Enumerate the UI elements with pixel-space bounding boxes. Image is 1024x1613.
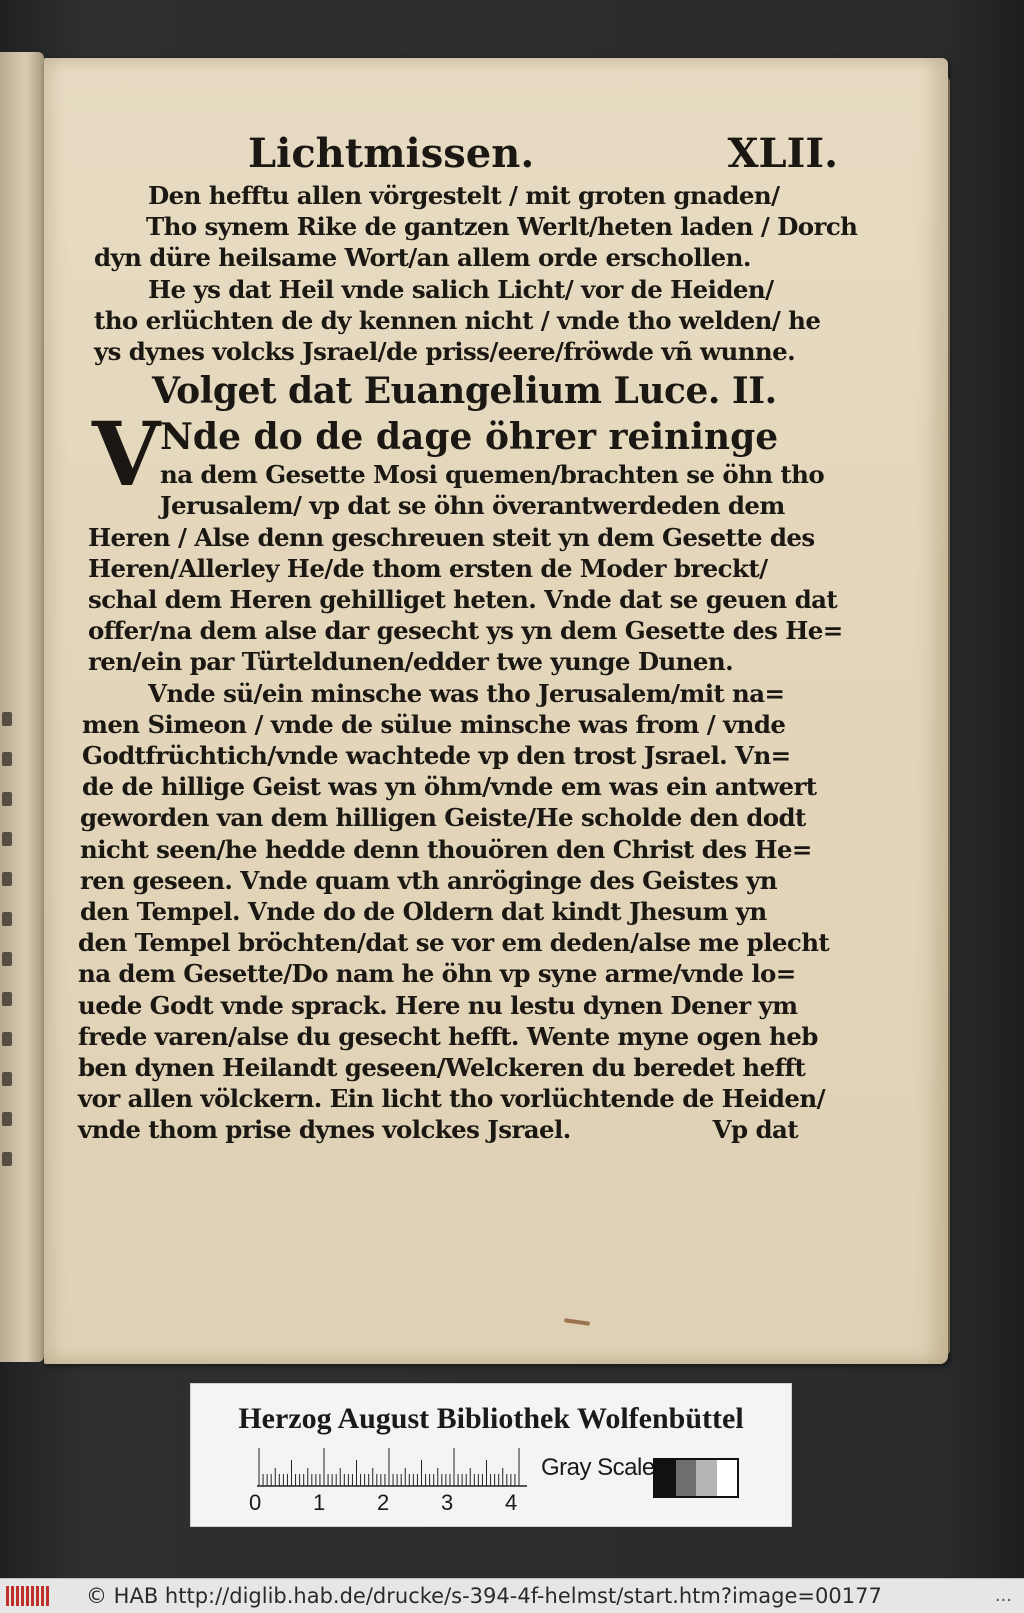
scale-ruler — [257, 1446, 527, 1488]
text-line: den Tempel. Vnde do de Oldern dat kindt Jhesum yn — [80, 897, 767, 927]
text-line: nicht seen/he hedde denn thouören den Christ des He= — [80, 834, 812, 864]
text-line: He ys dat Heil vnde salich Licht/ vor de Heiden/ — [148, 274, 774, 304]
running-title: Lichtmissen. — [248, 130, 535, 177]
text-line: dyn düre heilsame Wort/an allem orde erschollen. — [94, 243, 751, 273]
hab-logo-icon — [6, 1585, 50, 1607]
ink-mark — [2, 992, 12, 1006]
page-text — [78, 130, 858, 1146]
ruler-number: 2 — [377, 1490, 390, 1515]
ink-mark — [2, 872, 12, 886]
first-line: Nde do de dage öhrer reininge — [160, 416, 779, 459]
text-line: na dem Gesette Mosi quemen/brachten se öhn tho — [160, 460, 825, 490]
folio-number: XLII. — [727, 130, 838, 177]
text-line: Tho synem Rike de gantzen Werlt/heten laden / Dorch — [146, 212, 858, 242]
ink-mark — [2, 752, 12, 766]
swatch-dark-gray — [676, 1460, 697, 1496]
text-line: uede Godt vnde sprack. Here nu lestu dynen Dener ym — [78, 990, 798, 1020]
text-line: ren geseen. Vnde quam vth anröginge des Geistes yn — [80, 865, 777, 895]
copyright-url[interactable]: © HAB http://diglib.hab.de/drucke/s-394-4f-helmst/start.htm?image=00177 — [86, 1584, 882, 1608]
ruler-numbers — [249, 1490, 549, 1514]
gray-scale-swatches — [653, 1458, 739, 1498]
text-line: schal dem Heren gehilliget heten. Vnde dat se geuen dat — [88, 585, 838, 615]
swatch-white — [717, 1460, 738, 1496]
text-line: geworden van dem hilligen Geiste/He scholde den dodt — [80, 803, 806, 833]
catchword: Vp dat — [712, 1115, 798, 1145]
last-line-row — [78, 1114, 838, 1145]
text-line: vor allen völckern. Ein licht tho vorlüchtende de Heiden/ — [78, 1084, 825, 1114]
ink-mark — [2, 1112, 12, 1126]
text-line: Heren/Allerley He/de thom ersten de Moder breckt/ — [88, 553, 768, 583]
text-line: Vnde sü/ein minsche was tho Jerusalem/mit na= — [148, 678, 785, 708]
text-line: frede varen/alse du gesecht hefft. Wente myne ogen heb — [78, 1021, 818, 1051]
ink-mark — [2, 712, 12, 726]
viewer-footer — [0, 1578, 1024, 1613]
text-line: Heren / Alse denn geschreuen steit yn dem Gesette des — [88, 522, 815, 552]
section-heading: Volget dat Euangelium Luce. II. — [152, 370, 777, 413]
ink-mark — [2, 792, 12, 806]
text-line: na dem Gesette/Do nam he öhn vp syne arme/vnde lo= — [78, 959, 796, 989]
ruler-number: 0 — [249, 1490, 262, 1515]
running-header — [78, 130, 838, 180]
drop-cap-initial: V — [92, 402, 161, 507]
text-line: men Simeon / vnde de sülue minsche was from / vnde — [82, 709, 786, 739]
swatch-black — [655, 1460, 676, 1496]
text-line: tho erlüchten de dy kennen nicht / vnde tho welden/ he — [94, 305, 821, 335]
text-line: ben dynen Heilandt geseen/Welckeren du beredet hefft — [78, 1053, 806, 1083]
ruler-number: 3 — [441, 1490, 454, 1515]
text-line: Den hefftu allen vörgestelt / mit groten gnaden/ — [148, 181, 780, 210]
gray-scale-label: Gray Scale — [541, 1454, 655, 1481]
ink-mark — [2, 1072, 12, 1086]
more-menu-icon[interactable]: ... — [994, 1585, 1012, 1606]
text-line: vnde thom prise dynes volckes Jsrael. — [78, 1115, 571, 1145]
text-line: de de hillige Geist was yn öhm/vnde em was ein antwert — [82, 772, 817, 802]
swatch-light-gray — [696, 1460, 717, 1496]
text-line: den Tempel bröchten/dat se vor em deden/alse me plecht — [78, 928, 830, 958]
ink-mark — [2, 832, 12, 846]
gospel-opening — [78, 402, 838, 521]
text-line: offer/na dem alse dar gesecht ys yn dem Gesette des He= — [88, 616, 843, 646]
paper-stain — [564, 1318, 590, 1326]
adjacent-page-edge — [0, 52, 44, 1362]
ink-mark — [2, 1032, 12, 1046]
ink-mark — [2, 912, 12, 926]
verse-block — [78, 180, 838, 211]
text-line: ys dynes volcks Jsrael/de priss/eere/fröwde vñ wunne. — [94, 337, 796, 367]
institution-name: Herzog August Bibliothek Wolfenbüttel — [238, 1402, 744, 1435]
ink-mark — [2, 952, 12, 966]
library-color-card — [190, 1383, 792, 1527]
ruler-number: 4 — [505, 1490, 518, 1515]
ink-mark — [2, 1152, 12, 1166]
ruler-number: 1 — [313, 1490, 326, 1515]
text-line: Jerusalem/ vp dat se öhn överantwerdeden dem — [160, 491, 785, 521]
text-line: ren/ein par Türteldunen/edder twe yunge Dunen. — [88, 647, 734, 677]
text-line: Godtfrüchtich/vnde wachtede vp den trost Jsrael. Vn= — [82, 741, 791, 771]
